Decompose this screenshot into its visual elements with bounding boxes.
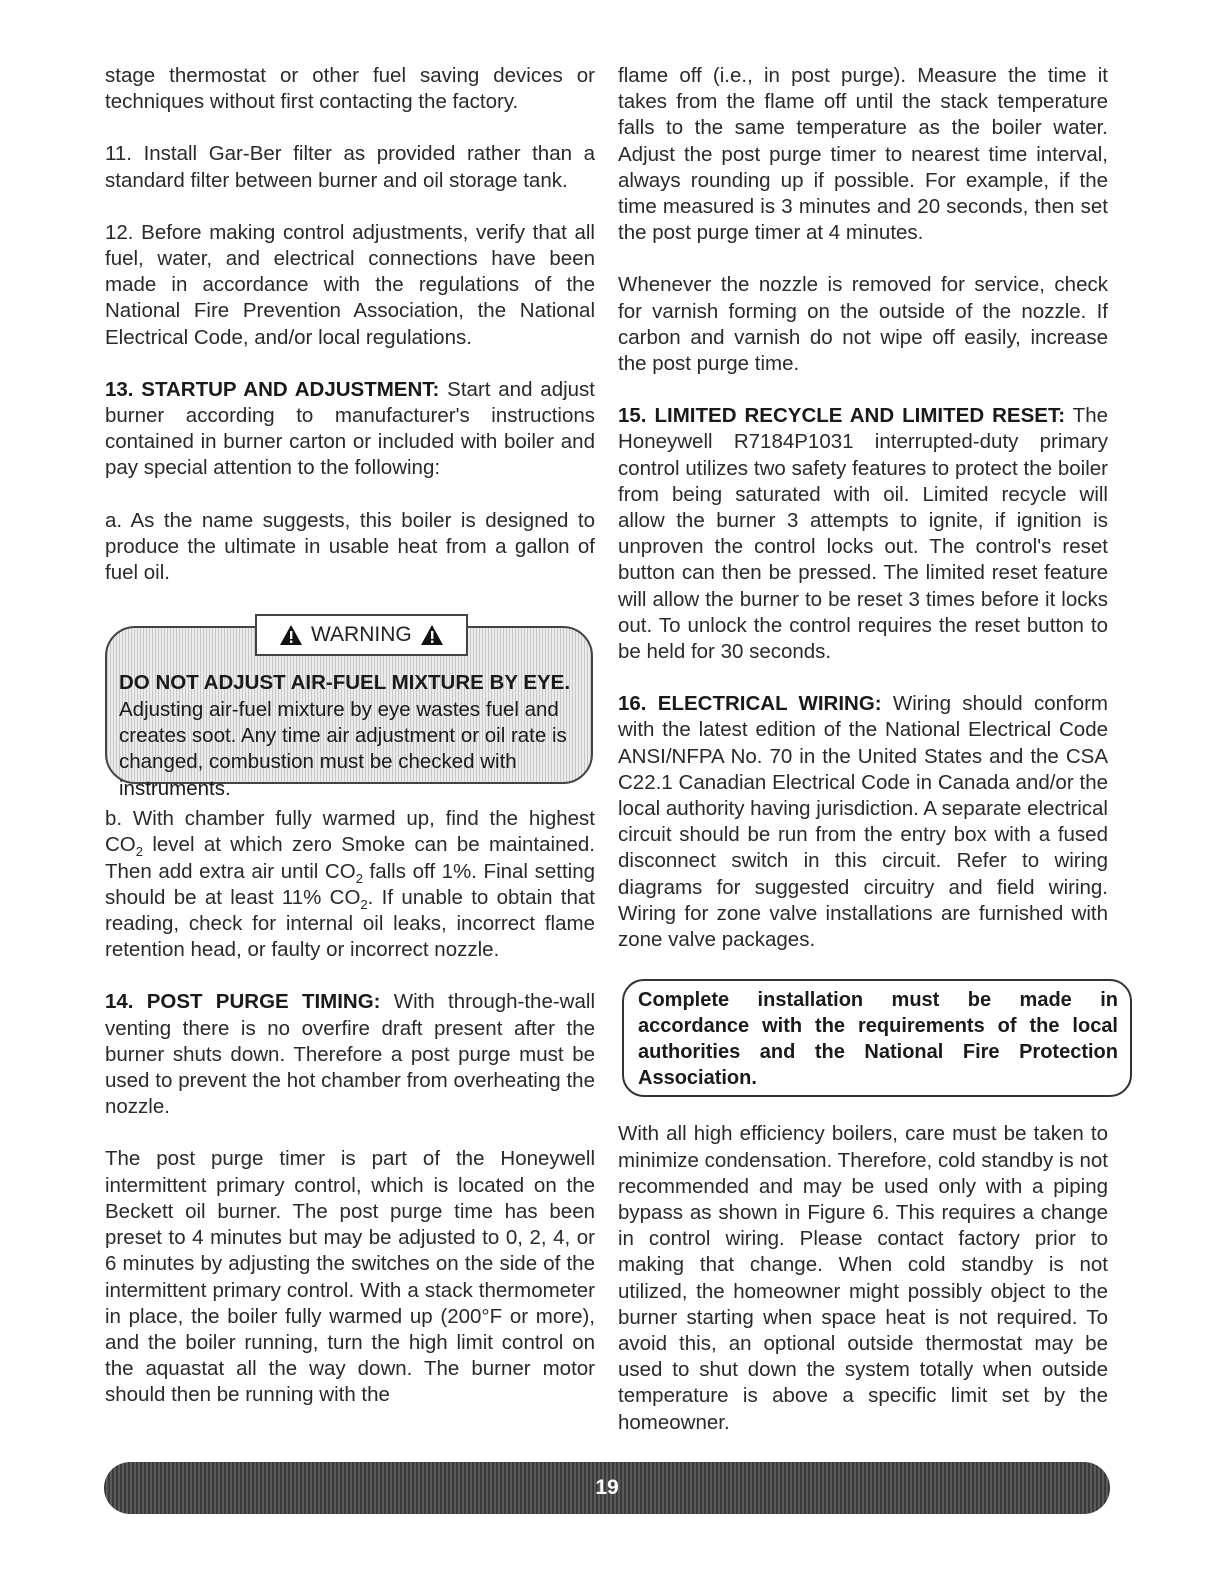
paragraph-14-continued: The post purge timer is part of the Honeywell intermittent primary control, which is located on the Beckett oil burner. The post purge time has been preset to 4 minutes but may be adjusted to 0, 2, 4, or 6 minutes by adjusting the switches on the side of the intermittent primary control. With a stack thermometer in place, the boiler fully warmed up (200°F or more), and the boiler running, turn the high limit control on the aquastat all the way down. The burner motor should then be running with the (105, 1147, 595, 1407)
paragraph-nozzle: Whenever the nozzle is removed for service, check for varnish forming on the outside of the nozzle. If carbon and varnish do not wipe off easily, increase the post purge time. (618, 273, 1108, 376)
paragraph-16 (618, 691, 1108, 953)
item-b-text: falls off 1%. Final setting should be at least 11% CO (105, 859, 595, 909)
item-b (105, 806, 595, 963)
paragraph-12: 12. Before making control adjustments, verify that all fuel, water, and electrical connections have been made in accordance with the regulations of the National Fire Prevention Association, the National Electrical Code, and/or local regulations. (105, 220, 595, 349)
item-b-text: . If unable to obtain that reading, check for internal oil leaks, incorrect flame retention head, or faulty or incorrect nozzle. (105, 885, 595, 962)
subscript: 2 (135, 844, 143, 860)
item-b-text: b. With chamber fully warmed up, find the highest CO (105, 807, 595, 857)
page-footer (104, 1462, 1110, 1514)
section-16-heading: 16. ELECTRICAL WIRING: (618, 692, 882, 716)
paragraph-15 (618, 403, 1108, 665)
page-number: 19 (595, 1476, 619, 1499)
warning-lead: DO NOT ADJUST AIR-FUEL MIXTURE BY EYE. (119, 671, 571, 695)
section-16-body: Wiring should conform with the latest edition of the National Electrical Code ANSI/NFPA No. 70 in the United States and the CSA C22.1 Canadian Electrical Code in Canada and/or the local authority having jurisdiction. A separate electrical circuit should be run from the entry box with a fused disconnect switch in this circuit. Refer to wiring diagrams for suggested circuitry and field wiring. Wiring for zone valve installations are furnished with zone valve packages. (618, 692, 1108, 952)
subscript: 2 (360, 896, 368, 912)
paragraph-condensation: With all high efficiency boilers, care must be taken to minimize condensation. Therefore, cold standby is not recommended and may be used only with a piping bypass as shown in Figure 6. This requires a change in control wiring. Please contact factory prior to making that change. When cold standby is not utilized, the homeowner might possibly object to the burner starting when space heat is not required. To avoid this, an optional outside thermostat may be used to shut down the system totally when outside temperature is above a specific limit set by the homeowner. (618, 1122, 1108, 1434)
paragraph-13 (105, 377, 595, 482)
paragraph-post-purge: flame off (i.e., in post purge). Measure the time it takes from the flame off until the stack temperature falls to the same temperature as the boiler water. Adjust the post purge timer to nearest time interval, always rounding up if possible. For example, if the time measured is 3 minutes and 20 seconds, then set the post purge timer at 4 minutes. (618, 64, 1108, 245)
section-15-body: The Honeywell R7184P1031 interrupted-duty primary control utilizes two safety features to protect the boiler from being saturated with oil. Limited recycle will allow the burner 3 attempts to ignite, if ignition is unproven the control locks out. The control's reset button can then be pressed. The limited reset feature will allow the burner to be reset 3 times before it locks out. To unlock the control requires the reset button to be held for 30 seconds. (618, 404, 1108, 664)
warning-triangle-icon (279, 624, 303, 646)
left-column (105, 63, 595, 1435)
warning-body: Adjusting air-fuel mixture by eye wastes fuel and creates soot. Any time air adjustment or oil rate is changed, combustion must be checked with instruments. (119, 697, 567, 800)
installation-note-box: Complete installation must be made in accordance with the requirements of the local authorities and the National Fire Protection Association. (622, 979, 1132, 1097)
section-14-heading: 14. POST PURGE TIMING: (105, 990, 381, 1014)
section-14-body: With through-the-wall venting there is no overfire draft present after the burner shuts down. Therefore a post purge must be used to prevent the hot chamber from overheating the nozzle. (105, 990, 595, 1119)
warning-triangle-icon (420, 624, 444, 646)
item-a: a. As the name suggests, this boiler is designed to produce the ultimate in usable heat from a gallon of fuel oil. (105, 508, 595, 585)
warning-text (119, 670, 579, 802)
paragraph-continued: stage thermostat or other fuel saving devices or techniques without first contacting the factory. (105, 64, 595, 114)
warning-label (255, 614, 468, 656)
paragraph-14 (105, 989, 595, 1120)
warning-label-text: WARNING (311, 623, 412, 647)
item-b-text: level at which zero Smoke can be maintained. Then add extra air until CO (105, 833, 595, 883)
section-15-heading: 15. LIMITED RECYCLE AND LIMITED RESET: (618, 404, 1066, 428)
warning-box (105, 623, 593, 800)
section-13-heading: 13. STARTUP AND ADJUSTMENT: (105, 377, 440, 401)
right-column (618, 63, 1118, 1462)
subscript: 2 (355, 870, 363, 886)
paragraph-11: 11. Install Gar-Ber filter as provided rather than a standard filter between burner and oil storage tank. (105, 142, 595, 192)
section-13-body: Start and adjust burner according to manufacturer's instructions contained in burner carton or included with boiler and pay special attention to the following: (105, 377, 595, 480)
